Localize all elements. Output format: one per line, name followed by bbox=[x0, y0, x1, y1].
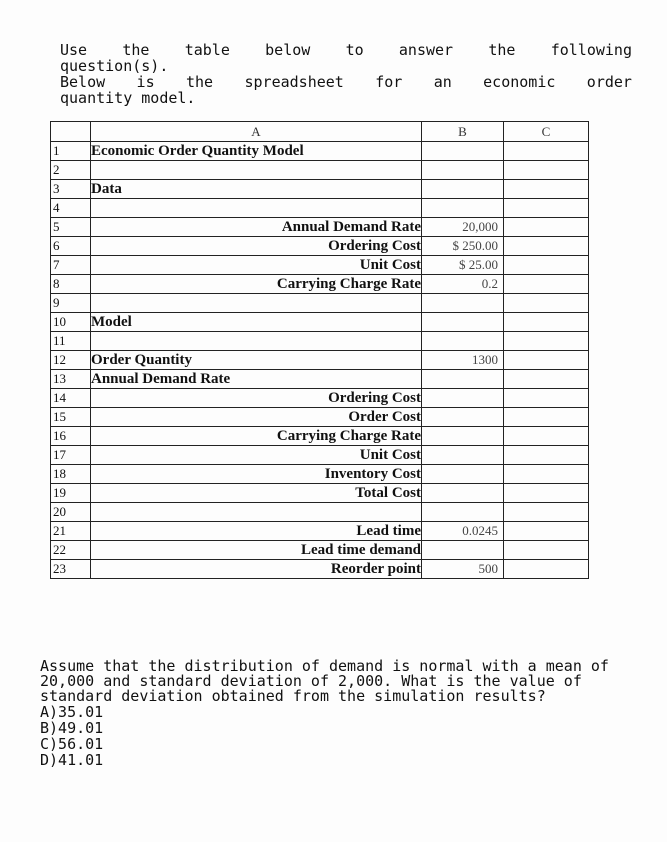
intro-word: is bbox=[136, 73, 155, 91]
cell-b-value bbox=[422, 180, 504, 199]
column-header-a: A bbox=[91, 122, 422, 142]
intro-word: Use bbox=[60, 41, 88, 59]
intro-text bbox=[60, 42, 632, 106]
intro-word: following bbox=[550, 41, 632, 59]
cell-b-value bbox=[422, 427, 504, 446]
cell-b-value bbox=[422, 389, 504, 408]
table-row bbox=[51, 256, 589, 275]
intro-line-2: question(s). bbox=[60, 57, 169, 75]
cell-c bbox=[504, 313, 589, 332]
row-number: 7 bbox=[51, 256, 91, 275]
table-row bbox=[51, 465, 589, 484]
cell-b-value bbox=[422, 484, 504, 503]
intro-word: table bbox=[184, 41, 230, 59]
table-row bbox=[51, 522, 589, 541]
corner-cell bbox=[51, 122, 91, 142]
cell-a-label bbox=[91, 294, 422, 313]
cell-c bbox=[504, 180, 589, 199]
cell-b-value bbox=[422, 446, 504, 465]
cell-b-value bbox=[422, 370, 504, 389]
question-text: Assume that the distribution of demand is normal with a mean of 20,000 and standard deviation of 2,000. What is the value of standard deviation obtained from the simulation results? bbox=[40, 657, 609, 705]
cell-a-label: Unit Cost bbox=[91, 256, 422, 275]
cell-a-label: Lead time demand bbox=[91, 541, 422, 560]
row-number: 6 bbox=[51, 237, 91, 256]
cell-a-label: Inventory Cost bbox=[91, 465, 422, 484]
table-row bbox=[51, 275, 589, 294]
row-number: 21 bbox=[51, 522, 91, 541]
answer-option-c: C)56.01 bbox=[40, 735, 104, 753]
cell-c bbox=[504, 522, 589, 541]
intro-word: spreadsheet bbox=[244, 73, 344, 91]
row-number: 1 bbox=[51, 142, 91, 161]
cell-a-label: Carrying Charge Rate bbox=[91, 427, 422, 446]
cell-b-value bbox=[422, 294, 504, 313]
table-row bbox=[51, 446, 589, 465]
row-number: 11 bbox=[51, 332, 91, 351]
row-number: 14 bbox=[51, 389, 91, 408]
cell-c bbox=[504, 256, 589, 275]
table-row bbox=[51, 351, 589, 370]
cell-a-label bbox=[91, 503, 422, 522]
cell-c bbox=[504, 237, 589, 256]
cell-a-label: Data bbox=[91, 180, 422, 199]
intro-line-3 bbox=[60, 74, 632, 90]
cell-a-label: Reorder point bbox=[91, 560, 422, 579]
cell-a-label: Total Cost bbox=[91, 484, 422, 503]
table-row bbox=[51, 313, 589, 332]
cell-c bbox=[504, 560, 589, 579]
row-number: 22 bbox=[51, 541, 91, 560]
row-number: 8 bbox=[51, 275, 91, 294]
table-row bbox=[51, 484, 589, 503]
cell-a-label: Lead time bbox=[91, 522, 422, 541]
intro-word: economic bbox=[483, 73, 556, 91]
cell-c bbox=[504, 408, 589, 427]
intro-word: the bbox=[186, 73, 214, 91]
cell-c bbox=[504, 484, 589, 503]
row-number: 19 bbox=[51, 484, 91, 503]
answer-option-a: A)35.01 bbox=[40, 703, 104, 721]
cell-b-value bbox=[422, 313, 504, 332]
row-number: 12 bbox=[51, 351, 91, 370]
intro-word: the bbox=[488, 41, 516, 59]
cell-b-value: 500 bbox=[422, 560, 504, 579]
intro-line-1 bbox=[60, 42, 632, 58]
cell-c bbox=[504, 332, 589, 351]
cell-a-label bbox=[91, 199, 422, 218]
row-number: 15 bbox=[51, 408, 91, 427]
cell-c bbox=[504, 294, 589, 313]
cell-c bbox=[504, 427, 589, 446]
table-row bbox=[51, 294, 589, 313]
cell-b-value bbox=[422, 161, 504, 180]
cell-c bbox=[504, 465, 589, 484]
cell-b-value bbox=[422, 408, 504, 427]
column-header-row bbox=[51, 122, 589, 142]
cell-c bbox=[504, 370, 589, 389]
question-block bbox=[40, 659, 615, 768]
row-number: 17 bbox=[51, 446, 91, 465]
cell-c bbox=[504, 446, 589, 465]
cell-b-value: $ 250.00 bbox=[422, 237, 504, 256]
row-number: 3 bbox=[51, 180, 91, 199]
cell-a-label: Order Cost bbox=[91, 408, 422, 427]
cell-c bbox=[504, 161, 589, 180]
cell-b-value bbox=[422, 332, 504, 351]
cell-a-label: Model bbox=[91, 313, 422, 332]
cell-b-value bbox=[422, 503, 504, 522]
table-row bbox=[51, 199, 589, 218]
table-row bbox=[51, 408, 589, 427]
table-row bbox=[51, 180, 589, 199]
intro-word: for bbox=[375, 73, 403, 91]
cell-c bbox=[504, 351, 589, 370]
row-number: 18 bbox=[51, 465, 91, 484]
cell-a-label: Order Quantity bbox=[91, 351, 422, 370]
intro-word: answer bbox=[398, 41, 454, 59]
table-row bbox=[51, 560, 589, 579]
cell-c bbox=[504, 142, 589, 161]
cell-b-value: 20,000 bbox=[422, 218, 504, 237]
table-row bbox=[51, 503, 589, 522]
cell-c bbox=[504, 541, 589, 560]
cell-c bbox=[504, 503, 589, 522]
cell-b-value bbox=[422, 541, 504, 560]
cell-a-label: Ordering Cost bbox=[91, 389, 422, 408]
row-number: 5 bbox=[51, 218, 91, 237]
table-row bbox=[51, 427, 589, 446]
cell-a-label: Ordering Cost bbox=[91, 237, 422, 256]
cell-b-value: 1300 bbox=[422, 351, 504, 370]
cell-b-value: 0.2 bbox=[422, 275, 504, 294]
cell-b-value bbox=[422, 199, 504, 218]
row-number: 20 bbox=[51, 503, 91, 522]
cell-c bbox=[504, 218, 589, 237]
row-number: 23 bbox=[51, 560, 91, 579]
cell-c bbox=[504, 275, 589, 294]
table-row bbox=[51, 541, 589, 560]
cell-c bbox=[504, 389, 589, 408]
cell-a-label: Unit Cost bbox=[91, 446, 422, 465]
table-row bbox=[51, 237, 589, 256]
cell-b-value bbox=[422, 465, 504, 484]
cell-b-value: 0.0245 bbox=[422, 522, 504, 541]
intro-word: the bbox=[122, 41, 150, 59]
table-row bbox=[51, 161, 589, 180]
intro-word: to bbox=[345, 41, 364, 59]
cell-c bbox=[504, 199, 589, 218]
row-number: 4 bbox=[51, 199, 91, 218]
row-number: 10 bbox=[51, 313, 91, 332]
table-row bbox=[51, 370, 589, 389]
intro-line-4: quantity model. bbox=[60, 89, 196, 107]
intro-word: an bbox=[433, 73, 452, 91]
row-number: 16 bbox=[51, 427, 91, 446]
intro-word: order bbox=[586, 73, 632, 91]
cell-a-label bbox=[91, 161, 422, 180]
intro-word: Below bbox=[60, 73, 106, 91]
cell-a-label: Annual Demand Rate bbox=[91, 370, 422, 389]
cell-a-label: Annual Demand Rate bbox=[91, 218, 422, 237]
cell-a-label: Economic Order Quantity Model bbox=[91, 142, 422, 161]
cell-a-label: Carrying Charge Rate bbox=[91, 275, 422, 294]
intro-word: below bbox=[265, 41, 311, 59]
column-header-b: B bbox=[422, 122, 504, 142]
row-number: 2 bbox=[51, 161, 91, 180]
table-row bbox=[51, 218, 589, 237]
spreadsheet-table bbox=[50, 121, 589, 579]
row-number: 13 bbox=[51, 370, 91, 389]
table-row bbox=[51, 332, 589, 351]
cell-b-value bbox=[422, 142, 504, 161]
table-row bbox=[51, 389, 589, 408]
row-number: 9 bbox=[51, 294, 91, 313]
table-row bbox=[51, 142, 589, 161]
answer-option-d: D)41.01 bbox=[40, 751, 104, 769]
column-header-c: C bbox=[504, 122, 589, 142]
cell-a-label bbox=[91, 332, 422, 351]
answer-option-b: B)49.01 bbox=[40, 719, 104, 737]
cell-b-value: $ 25.00 bbox=[422, 256, 504, 275]
